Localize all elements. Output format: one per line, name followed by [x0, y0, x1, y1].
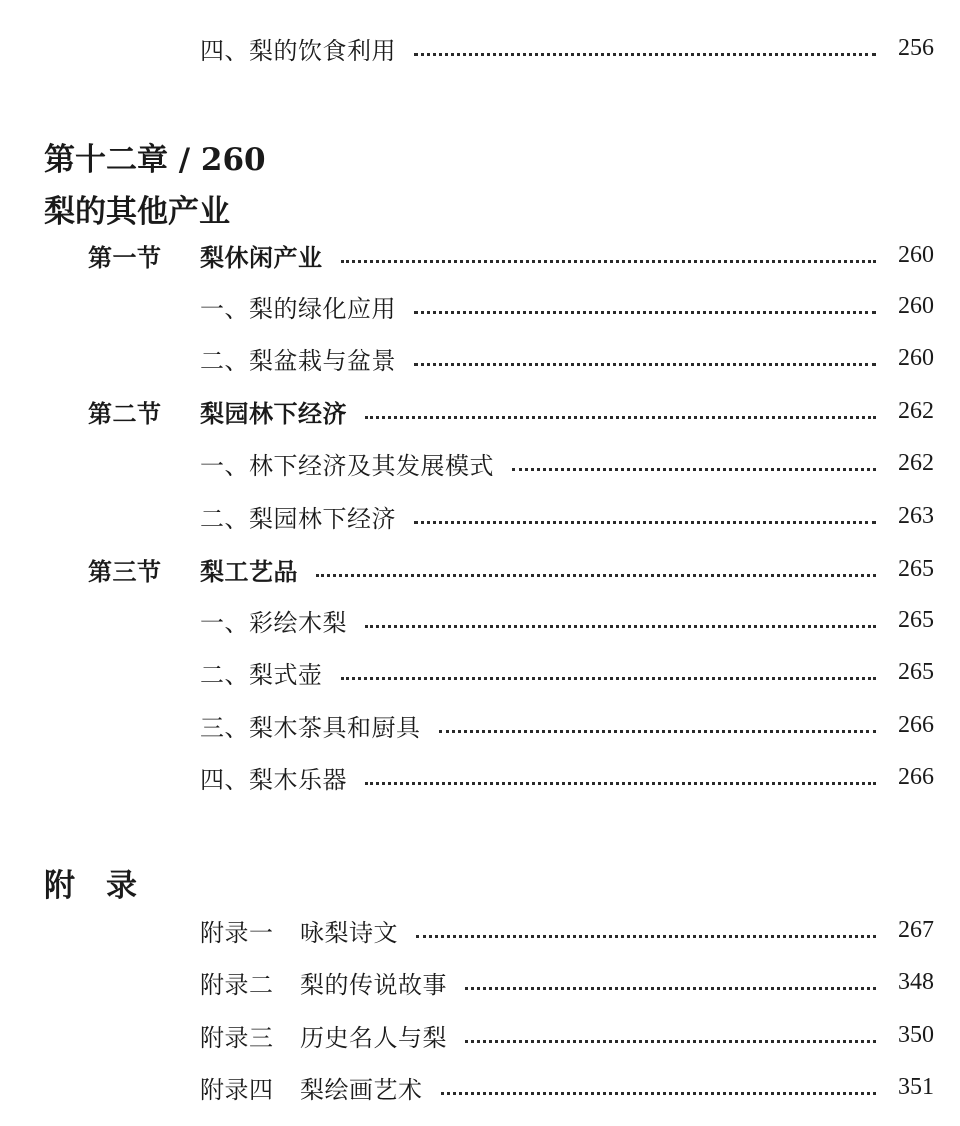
dot-leader	[439, 730, 877, 733]
appendix-page: 348	[898, 968, 934, 995]
toc-appendix-entry[interactable]	[0, 1067, 960, 1107]
entry-title: 一、梨的绿化应用	[200, 294, 396, 323]
section-page: 260	[898, 241, 934, 268]
section-title: 梨工艺品	[200, 557, 298, 586]
toc-entry[interactable]	[0, 600, 960, 640]
dot-leader	[414, 521, 876, 524]
toc-entry[interactable]	[0, 705, 960, 745]
entry-page: 260	[898, 292, 934, 319]
dot-leader	[414, 53, 876, 56]
entry-page: 265	[898, 658, 934, 685]
dot-leader	[341, 677, 877, 680]
dot-leader	[316, 574, 876, 577]
entry-page: 265	[898, 606, 934, 633]
toc-entry[interactable]	[0, 28, 960, 68]
toc-appendix-entry[interactable]	[0, 1015, 960, 1055]
appendix-title: 梨绘画艺术	[300, 1075, 423, 1104]
entry-title: 一、彩绘木梨	[200, 608, 347, 637]
section-title: 梨园林下经济	[200, 399, 347, 428]
toc-entry[interactable]	[0, 338, 960, 378]
appendix-label: 附录一	[200, 918, 274, 947]
section-label: 第一节	[88, 243, 162, 272]
toc-entry[interactable]	[0, 443, 960, 483]
appendix-title: 梨的传说故事	[300, 970, 447, 999]
entry-title: 三、梨木茶具和厨具	[200, 713, 421, 742]
dot-leader	[416, 935, 876, 938]
toc-entry[interactable]	[0, 757, 960, 797]
entry-page: 256	[898, 34, 934, 61]
appendix-label: 附录三	[200, 1023, 274, 1052]
dot-leader	[465, 987, 876, 990]
appendix-page: 267	[898, 916, 934, 943]
section-page: 262	[898, 397, 934, 424]
entry-title: 一、林下经济及其发展模式	[200, 451, 494, 480]
toc-entry[interactable]	[0, 286, 960, 326]
entry-title: 二、梨盆栽与盆景	[200, 346, 396, 375]
entry-title: 四、梨木乐器	[200, 765, 347, 794]
section-label: 第三节	[88, 557, 162, 586]
toc-entry[interactable]	[0, 652, 960, 692]
entry-title: 四、梨的饮食利用	[200, 36, 396, 65]
appendix-title: 历史名人与梨	[300, 1023, 447, 1052]
chapter-number: 第十二章 / 260	[44, 142, 266, 178]
entry-page: 266	[898, 763, 934, 790]
dot-leader	[365, 416, 876, 419]
toc-appendix-entry[interactable]	[0, 962, 960, 1002]
entry-page: 263	[898, 502, 934, 529]
toc-entry[interactable]	[0, 496, 960, 536]
toc-appendix-entry[interactable]	[0, 910, 960, 950]
chapter-title: 梨的其他产业	[44, 194, 230, 230]
toc-section[interactable]	[0, 235, 960, 275]
section-label: 第二节	[88, 399, 162, 428]
appendix-page: 351	[898, 1073, 934, 1100]
section-page: 265	[898, 555, 934, 582]
dot-leader	[341, 260, 877, 263]
toc-section[interactable]	[0, 391, 960, 431]
appendix-title: 咏梨诗文	[300, 918, 398, 947]
section-title: 梨休闲产业	[200, 243, 323, 272]
dot-leader	[441, 1092, 877, 1095]
dot-leader	[512, 468, 876, 471]
entry-title: 二、梨园林下经济	[200, 504, 396, 533]
entry-page: 266	[898, 711, 934, 738]
entry-page: 262	[898, 449, 934, 476]
dot-leader	[414, 363, 876, 366]
dot-leader	[414, 311, 876, 314]
toc-section[interactable]	[0, 549, 960, 589]
dot-leader	[365, 625, 876, 628]
dot-leader	[465, 1040, 876, 1043]
appendix-page: 350	[898, 1021, 934, 1048]
appendix-heading: 附 录	[44, 868, 137, 904]
entry-title: 二、梨式壶	[200, 660, 323, 689]
appendix-label: 附录二	[200, 970, 274, 999]
appendix-label: 附录四	[200, 1075, 274, 1104]
entry-page: 260	[898, 344, 934, 371]
dot-leader	[365, 782, 876, 785]
